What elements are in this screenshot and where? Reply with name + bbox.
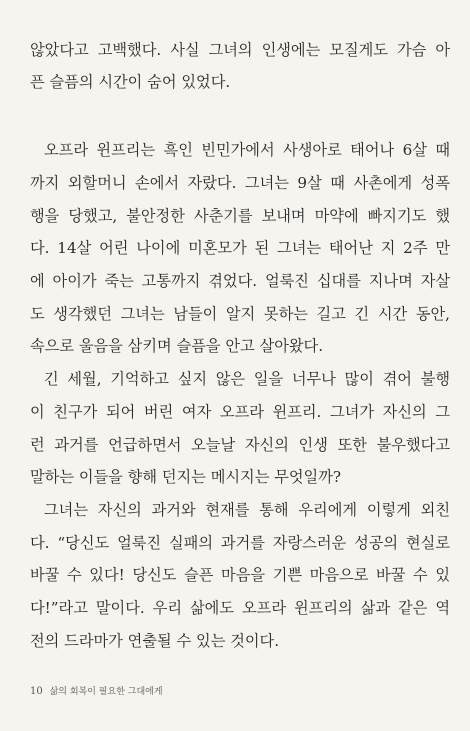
text-line: 속으로 울음을 삼키며 슬픔을 안고 살아왔다.	[30, 337, 324, 355]
text-line: 다. 14살 어린 나이에 미혼모가 된 그녀는 태어난 지 2주 만	[30, 239, 450, 257]
text-line: 도 생각했던 그녀는 남들이 알지 못하는 길고 긴 시간 동안,	[30, 305, 450, 323]
text-line: 긴 세월, 기억하고 싶지 않은 일을 너무나 많이 겪어 불행	[44, 370, 450, 388]
running-title: 삶의 회복이 필요한 그대에게	[49, 687, 163, 697]
page-number: 10	[30, 686, 43, 697]
text-line: 이 친구가 되어 버린 여자 오프라 윈프리. 그녀가 자신의 그	[30, 403, 450, 421]
text-line: 에 아이가 죽는 고통까지 겪었다. 얼룩진 십대를 지나며 자살	[30, 272, 450, 290]
text-line: 말하는 이들을 향해 던지는 메시지는 무엇일까?	[30, 468, 342, 486]
text-line: 전의 드라마가 연출될 수 있는 것이다.	[30, 632, 280, 650]
text-line: 까지 외할머니 손에서 자랐다. 그녀는 9살 때 사촌에게 성폭	[30, 174, 450, 192]
text-line: 런 과거를 언급하면서 오늘날 자신의 인생 또한 불우했다고	[30, 436, 450, 454]
text-line: 그녀는 자신의 과거와 현재를 통해 우리에게 이렇게 외친	[44, 501, 450, 519]
text-line: 행을 당했고, 불안정한 사춘기를 보내며 마약에 빠지기도 했	[30, 207, 450, 225]
page-footer	[30, 684, 163, 697]
text-line: 다. “당신도 얼룩진 실패의 과거를 자랑스러운 성공의 현실로	[30, 534, 450, 552]
text-line: 않았다고 고백했다. 사실 그녀의 인생에는 모질게도 가슴 아	[30, 41, 450, 59]
text-line: 다!”라고 말이다. 우리 삶에도 오프라 윈프리의 삶과 같은 역	[30, 599, 450, 617]
text-line: 바꿀 수 있다! 당신도 슬픈 마음을 기쁜 마음으로 바꿀 수 있	[30, 566, 450, 584]
text-line: 오프라 윈프리는 흑인 빈민가에서 사생아로 태어나 6살 때	[44, 141, 450, 159]
text-line: 픈 슬픔의 시간이 숨어 있었다.	[30, 73, 231, 91]
